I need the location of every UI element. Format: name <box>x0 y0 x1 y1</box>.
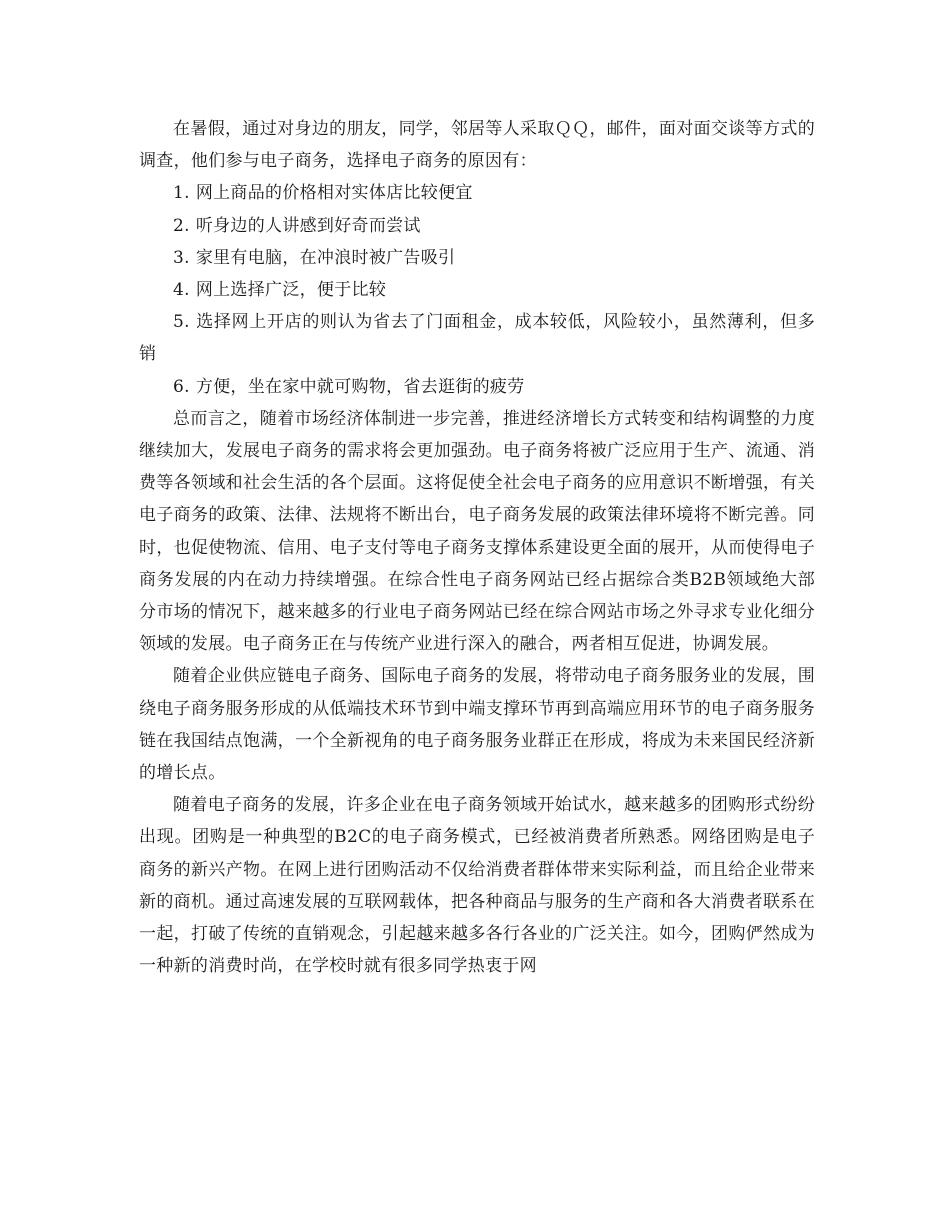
list-number: 4. <box>173 280 190 301</box>
summary-paragraph: 总而言之，随着市场经济体制进一步完善，推进经济增长方式转变和结构调整的力度继续加大，发展电子商务的需求将会更加强劲。电子商务将被广泛应用于生产、流通、消费等各领域和社会生活的各个层面。这将促使全社会电子商务的应用意识不断增强，有关电子商务的政策、法律、法规将不断出台，电子商务发展的政策法律环境将不断完善。同时，也促使物流、信用、电子支付等电子商务支撑体系建设更全面的展开，从而使得电子商务发展的内在动力持续增强。在综合性电子商务网站已经占据综合类B2B领域绝大部分市场的情况下，越来越多的行业电子商务网站已经在综合网站市场之外寻求专业化细分领域的发展。电子商务正在与传统产业进行深入的融合，两者相互促进，协调发展。 <box>139 408 815 655</box>
list-number: 6. <box>173 376 190 397</box>
intro-paragraph: 在暑假，通过对身边的朋友，同学，邻居等人采取ＱＱ，邮件，面对面交谈等方式的调查，他们参与电子商务，选择电子商务的原因有： <box>139 119 815 172</box>
list-text: 方便，坐在家中就可购物，省去逛街的疲劳 <box>195 376 525 397</box>
list-item <box>139 306 815 370</box>
list-number: 5. <box>173 312 190 333</box>
list-number: 1. <box>173 183 190 204</box>
list-item <box>139 274 815 306</box>
group-buying-paragraph: 随着电子商务的发展，许多企业在电子商务领域开始试水，越来越多的团购形式纷纷出现。团购是一种典型的B2C的电子商务模式，已经被消费者所熟悉。网络团购是电子商务的新兴产物。在网上进行团购活动不仅给消费者群体带来实际利益，而且给企业带来新的商机。通过高速发展的互联网载体，把各种商品与服务的生产商和各大消费者联系在一起，打破了传统的直销观念，引起越来越多各行各业的广泛关注。如今，团购俨然成为一种新的消费时尚，在学校时就有很多同学热衷于网 <box>139 795 815 977</box>
service-paragraph: 随着企业供应链电子商务、国际电子商务的发展，将带动电子商务服务业的发展，围绕电子商务服务形成的从低端技术环节到中端支撑环节再到高端应用环节的电子商务服务链在我国结点饱满，一个全新视角的电子商务服务业群正在形成，将成为未来国民经济新的增长点。 <box>139 666 815 784</box>
list-number: 3. <box>173 247 190 268</box>
reasons-list <box>139 177 815 402</box>
list-item <box>139 177 815 209</box>
list-text: 网上选择广泛，便于比较 <box>195 280 387 301</box>
list-item <box>139 242 815 274</box>
list-number: 2. <box>173 215 190 236</box>
list-item <box>139 210 815 242</box>
list-text: 听身边的人讲感到好奇而尝试 <box>195 215 421 236</box>
list-item <box>139 371 815 403</box>
document-page <box>139 113 815 982</box>
list-text: 选择网上开店的则认为省去了门面租金，成本较低，风险较小，虽然薄利，但多销 <box>139 312 815 365</box>
list-text: 家里有电脑，在冲浪时被广告吸引 <box>195 247 456 268</box>
list-text: 网上商品的价格相对实体店比较便宜 <box>195 183 473 204</box>
